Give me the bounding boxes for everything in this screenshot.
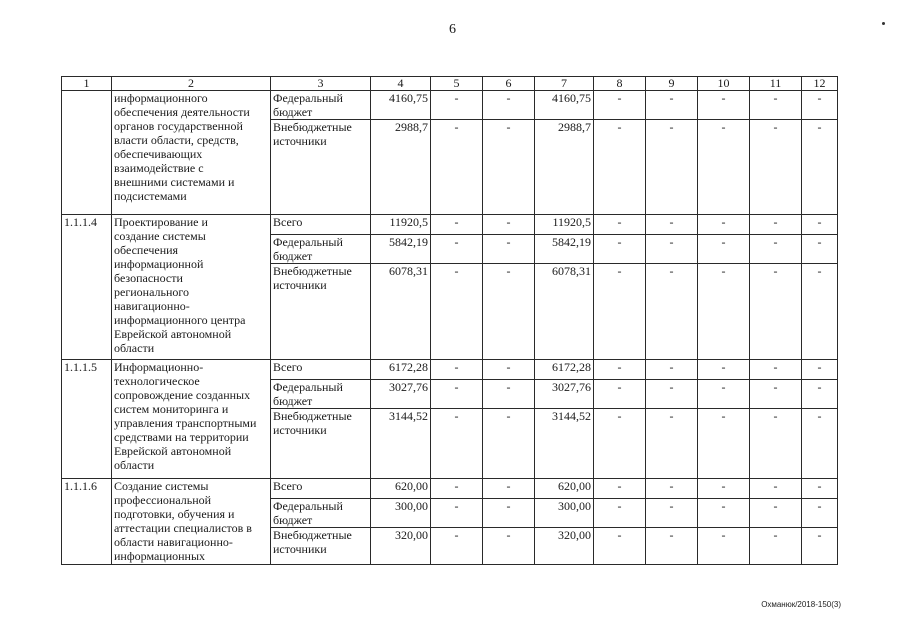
amount-cell: 300,00 [371, 499, 431, 528]
amount-cell: 620,00 [535, 479, 594, 499]
column-header: 6 [483, 77, 535, 91]
amount-cell: - [646, 380, 698, 409]
amount-cell: - [646, 120, 698, 215]
amount-cell: - [483, 479, 535, 499]
amount-cell: - [483, 215, 535, 235]
amount-cell: - [750, 479, 802, 499]
amount-cell: - [802, 528, 838, 565]
amount-cell: 4160,75 [371, 91, 431, 120]
amount-cell: - [646, 235, 698, 264]
amount-cell: 6172,28 [371, 360, 431, 380]
item-code: 1.1.1.4 [62, 215, 112, 360]
amount-cell: - [698, 235, 750, 264]
amount-cell: - [431, 528, 483, 565]
column-header: 4 [371, 77, 431, 91]
funding-source: Федеральный бюджет [271, 91, 371, 120]
funding-source: Федеральный бюджет [271, 380, 371, 409]
amount-cell: 3027,76 [535, 380, 594, 409]
amount-cell: - [750, 120, 802, 215]
item-name: Информационно- технологическое сопровождение созданных систем мониторинга и управления транспортными средствами на территории Еврейской автономной области [112, 360, 271, 479]
item-code: 1.1.1.6 [62, 479, 112, 565]
amount-cell: - [802, 91, 838, 120]
amount-cell: - [750, 409, 802, 479]
amount-cell: - [431, 409, 483, 479]
funding-source: Внебюджетные источники [271, 409, 371, 479]
amount-cell: - [594, 528, 646, 565]
amount-cell: - [594, 499, 646, 528]
amount-cell: 300,00 [535, 499, 594, 528]
amount-cell: - [483, 120, 535, 215]
amount-cell: - [431, 499, 483, 528]
item-name: Создание системы профессиональной подготовки, обучения и аттестации специалистов в области навигационно- информационных [112, 479, 271, 565]
column-header: 10 [698, 77, 750, 91]
amount-cell: - [431, 360, 483, 380]
amount-cell: - [594, 215, 646, 235]
amount-cell: - [698, 479, 750, 499]
amount-cell: - [750, 360, 802, 380]
amount-cell: - [802, 409, 838, 479]
amount-cell: - [698, 499, 750, 528]
amount-cell: - [431, 264, 483, 360]
item-name: Проектирование и создание системы обеспечения информационной безопасности регионального навигационно- информационного центра Еврейской автономной области [112, 215, 271, 360]
amount-cell: - [698, 264, 750, 360]
amount-cell: - [750, 264, 802, 360]
amount-cell: 6172,28 [535, 360, 594, 380]
amount-cell: - [431, 120, 483, 215]
amount-cell: - [483, 235, 535, 264]
column-header: 9 [646, 77, 698, 91]
amount-cell: - [646, 91, 698, 120]
document-footer: Охманюк/2018-150(3) [761, 600, 841, 609]
amount-cell: - [483, 528, 535, 565]
amount-cell: - [750, 91, 802, 120]
column-header: 5 [431, 77, 483, 91]
amount-cell: - [483, 360, 535, 380]
amount-cell: 11920,5 [535, 215, 594, 235]
item-code [62, 91, 112, 215]
column-header: 11 [750, 77, 802, 91]
amount-cell: 320,00 [371, 528, 431, 565]
amount-cell: 4160,75 [535, 91, 594, 120]
amount-cell: - [483, 91, 535, 120]
amount-cell: 5842,19 [535, 235, 594, 264]
table-row [62, 479, 838, 499]
funding-source: Всего [271, 215, 371, 235]
item-code: 1.1.1.5 [62, 360, 112, 479]
amount-cell: - [431, 479, 483, 499]
amount-cell: - [646, 409, 698, 479]
amount-cell: - [698, 91, 750, 120]
amount-cell: - [750, 380, 802, 409]
amount-cell: - [594, 235, 646, 264]
amount-cell: - [802, 264, 838, 360]
amount-cell: - [594, 91, 646, 120]
amount-cell: - [646, 360, 698, 380]
amount-cell: - [594, 120, 646, 215]
column-header: 2 [112, 77, 271, 91]
funding-source: Внебюджетные источники [271, 120, 371, 215]
funding-source: Внебюджетные источники [271, 264, 371, 360]
amount-cell: - [802, 120, 838, 215]
amount-cell: - [750, 235, 802, 264]
amount-cell: - [698, 215, 750, 235]
funding-source: Всего [271, 360, 371, 380]
table-row [62, 360, 838, 380]
amount-cell: - [802, 360, 838, 380]
amount-cell: 5842,19 [371, 235, 431, 264]
amount-cell: - [431, 235, 483, 264]
table-body [62, 91, 838, 565]
amount-cell: - [750, 528, 802, 565]
item-name: информационного обеспечения деятельности органов государственной власти области, средств, обеспечивающих взаимодействие с внешними системами и подсистемами [112, 91, 271, 215]
amount-cell: - [431, 91, 483, 120]
amount-cell: - [750, 215, 802, 235]
amount-cell: - [698, 360, 750, 380]
amount-cell: 320,00 [535, 528, 594, 565]
amount-cell: - [802, 380, 838, 409]
funding-source: Внебюджетные источники [271, 528, 371, 565]
amount-cell: - [431, 215, 483, 235]
amount-cell: - [594, 479, 646, 499]
amount-cell: - [802, 479, 838, 499]
amount-cell: - [431, 380, 483, 409]
amount-cell: 3027,76 [371, 380, 431, 409]
amount-cell: - [646, 264, 698, 360]
amount-cell: 6078,31 [535, 264, 594, 360]
amount-cell: - [802, 215, 838, 235]
amount-cell: - [698, 409, 750, 479]
amount-cell: 11920,5 [371, 215, 431, 235]
amount-cell: - [594, 360, 646, 380]
amount-cell: - [698, 120, 750, 215]
column-header: 12 [802, 77, 838, 91]
amount-cell: 3144,52 [371, 409, 431, 479]
amount-cell: 2988,7 [535, 120, 594, 215]
amount-cell: 2988,7 [371, 120, 431, 215]
table-row [62, 215, 838, 235]
amount-cell: 3144,52 [535, 409, 594, 479]
amount-cell: - [698, 380, 750, 409]
amount-cell: - [594, 409, 646, 479]
amount-cell: - [594, 380, 646, 409]
column-header: 1 [62, 77, 112, 91]
scan-speck [882, 22, 885, 25]
amount-cell: - [698, 528, 750, 565]
amount-cell: - [594, 264, 646, 360]
amount-cell: - [646, 215, 698, 235]
funding-source: Всего [271, 479, 371, 499]
amount-cell: - [750, 499, 802, 528]
amount-cell: - [483, 380, 535, 409]
column-header: 7 [535, 77, 594, 91]
funding-source: Федеральный бюджет [271, 235, 371, 264]
amount-cell: - [802, 235, 838, 264]
amount-cell: - [802, 499, 838, 528]
amount-cell: - [483, 264, 535, 360]
column-number-row [62, 77, 838, 91]
amount-cell: - [646, 499, 698, 528]
amount-cell: - [483, 499, 535, 528]
column-header: 3 [271, 77, 371, 91]
funding-source: Федеральный бюджет [271, 499, 371, 528]
amount-cell: - [646, 528, 698, 565]
page-number: 6 [449, 22, 456, 37]
column-header: 8 [594, 77, 646, 91]
amount-cell: - [646, 479, 698, 499]
amount-cell: - [483, 409, 535, 479]
amount-cell: 6078,31 [371, 264, 431, 360]
budget-table [61, 76, 838, 565]
amount-cell: 620,00 [371, 479, 431, 499]
table-row [62, 91, 838, 120]
